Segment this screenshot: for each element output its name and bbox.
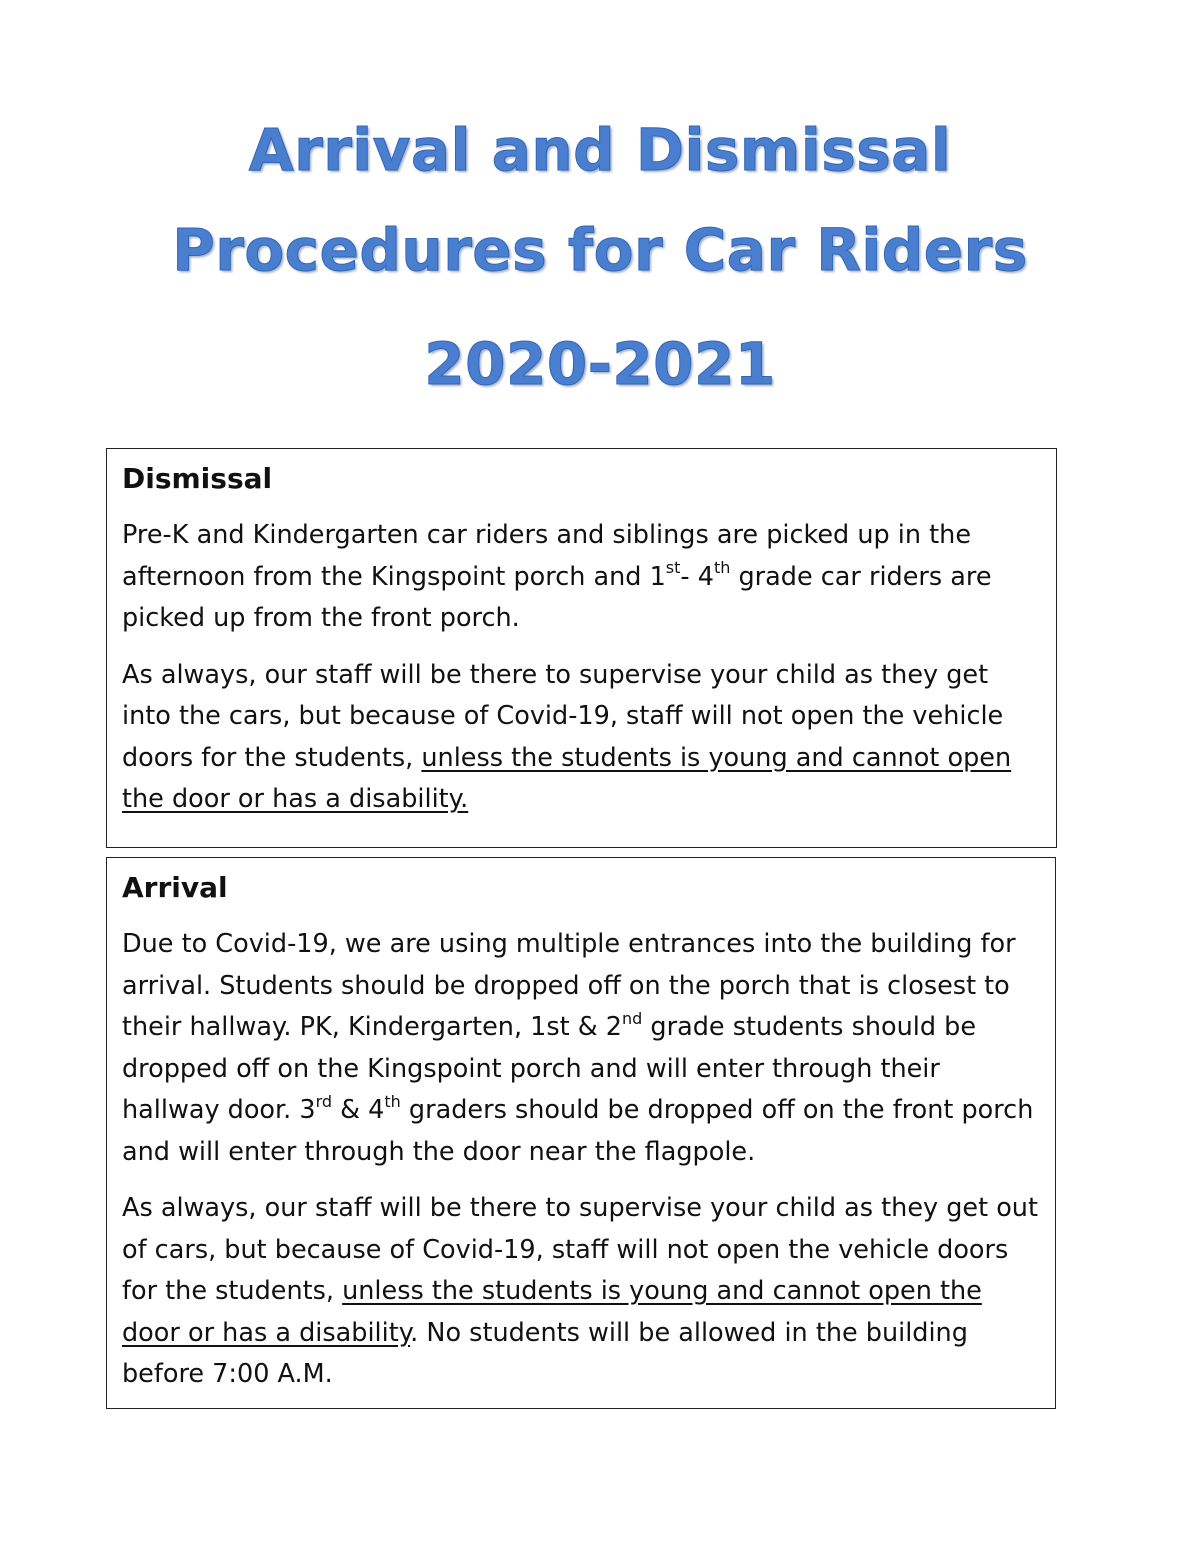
arrival-p1-text-d: graders should be dropped off on the front porch and will enter through the door near the flagpole. [122, 1095, 1034, 1167]
arrival-p2-text-a: As always, our staff will be there to supervise your child as they get out of cars, but because of Covid-19, staff will not open the vehicle doors for the students, [122, 1193, 1038, 1306]
dismissal-p1-sup-2: th [713, 558, 731, 577]
dismissal-section [106, 448, 1057, 848]
dismissal-p2-underlined: unless the students is young and cannot open the door or has a disability. [122, 742, 1012, 814]
arrival-p1-sup-2: rd [315, 1091, 333, 1111]
arrival-heading: Arrival [122, 871, 228, 904]
arrival-p1-text-a: Due to Covid-19, we are using multiple entrances into the building for arrival. Students should be dropped off on the porch that is closest to their hallway. PK, Kindergarten, 1st & 2 [122, 929, 1016, 1042]
dismissal-p1-sup-1: st [665, 558, 681, 577]
dismissal-paragraph-1 [122, 515, 1042, 640]
arrival-p2-underlined: unless the students is young and cannot open the door or has a disability [122, 1276, 982, 1348]
arrival-section [106, 857, 1056, 1409]
title-year: 2020-2021 [424, 330, 776, 398]
dismissal-p1-text-c: grade car riders are picked up from the front porch. [122, 561, 992, 633]
arrival-p1-sup-1: nd [622, 1008, 643, 1028]
arrival-paragraph-1 [122, 924, 1041, 1173]
arrival-p1-sup-3: th [384, 1091, 401, 1111]
dismissal-p1-text-b: - 4 [680, 561, 714, 592]
dismissal-p1-text-a: Pre-K and Kindergarten car riders and siblings are picked up in the afternoon from the Kingspoint porch and 1 [122, 520, 972, 592]
arrival-paragraph-2 [122, 1188, 1041, 1396]
arrival-p2-text-b: . No students will be allowed in the building before 7:00 A.M. [122, 1317, 968, 1389]
title-line-1: Arrival and Dismissal [248, 116, 952, 184]
dismissal-p2-text-a: As always, our staff will be there to supervise your child as they get into the cars, but because of Covid-19, staff will not open the vehicle doors for the students, [122, 659, 1004, 773]
arrival-p1-text-c: & 4 [332, 1095, 385, 1125]
arrival-p1-text-b: grade students should be dropped off on the Kingspoint porch and will enter through their hallway door. 3 [122, 1012, 977, 1125]
dismissal-paragraph-2 [122, 655, 1042, 821]
dismissal-heading: Dismissal [122, 462, 273, 495]
title-line-2: Procedures for Car Riders [172, 216, 1028, 284]
page-title [0, 100, 1200, 414]
